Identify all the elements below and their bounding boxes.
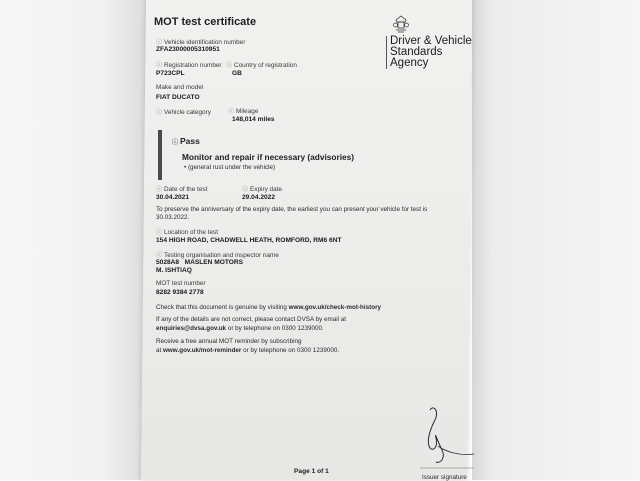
country-label — [226, 60, 297, 69]
expiry-date-value: 29.04.2022 — [242, 194, 276, 201]
info-icon: ⓘ — [156, 187, 163, 193]
test-result-text: Pass — [180, 136, 200, 146]
info-icon: ⓘ — [172, 140, 179, 146]
mileage-label-text: Mileage — [236, 108, 259, 115]
testing-organisation-value: 5028A8 MASLEN MOTORS — [156, 259, 244, 266]
vehicle-category-label-text: Vehicle category — [164, 109, 211, 116]
test-result — [172, 136, 200, 146]
test-date-value: 30.04.2021 — [156, 194, 190, 201]
royal-crest-icon — [392, 14, 410, 34]
check-genuine-notice — [156, 304, 381, 311]
preserve-note-line-1: To preserve the anniversary of the expiry date, the earliest you can present your vehicle for test is — [156, 206, 428, 213]
expiry-date-label-text: Expiry date — [250, 186, 282, 193]
reminder-phone: or by telephone on 0300 1239000. — [241, 347, 340, 354]
test-date-label-text: Date of the test — [164, 186, 208, 193]
make-model-value: FIAT DUCATO — [156, 94, 200, 101]
advisory-item: • (general rust under the vehicle) — [184, 164, 276, 171]
expiry-date-label — [242, 184, 282, 193]
registration-label — [156, 60, 222, 69]
check-mot-history-link[interactable]: www.gov.uk/check-mot-history — [288, 304, 382, 311]
mileage-label — [228, 106, 258, 115]
testing-organisation-label — [156, 250, 279, 259]
vin-value: ZFA23000005310951 — [156, 46, 220, 53]
reminder-prefix: at — [156, 347, 164, 354]
incorrect-details-contact — [156, 325, 324, 332]
testing-organisation-label-text: Testing organisation and inspector name — [164, 252, 279, 259]
test-location-value: 154 HIGH ROAD, CHADWELL HEATH, ROMFORD, RM6 6NT — [156, 237, 342, 244]
background-left — [0, 0, 146, 480]
incorrect-details-notice: If any of the details are not correct, please contact DVSA by email at — [156, 316, 347, 323]
mot-reminder-link[interactable]: www.gov.uk/mot-reminder — [163, 347, 242, 354]
info-icon: ⓘ — [226, 63, 233, 69]
info-icon: ⓘ — [156, 253, 163, 259]
certificate-sheet — [141, 0, 472, 480]
vin-label — [156, 37, 245, 46]
check-genuine-text: Check that this document is genuine by visiting — [156, 304, 289, 311]
issuer-signature-label: Issuer signature — [422, 474, 467, 481]
test-number-value: 8282 9384 2778 — [156, 289, 204, 296]
preserve-note-line-2: 30.03.2022. — [156, 214, 190, 221]
info-icon: ⓘ — [156, 230, 163, 236]
info-icon: ⓘ — [156, 40, 163, 46]
vehicle-category-label — [156, 107, 211, 116]
registration-value: P723CPL — [156, 70, 185, 77]
inspector-name: M. ISHTIAQ — [156, 267, 192, 274]
mileage-value: 148,014 miles — [232, 116, 275, 123]
test-date-label — [156, 184, 207, 193]
dvsa-line-3: Agency — [390, 57, 429, 69]
make-model-label: Make and model — [156, 84, 204, 91]
background-right — [472, 0, 640, 480]
registration-label-text: Registration number — [164, 62, 222, 69]
info-icon: ⓘ — [156, 110, 163, 116]
page-number: Page 1 of 1 — [294, 468, 329, 475]
certificate-title: MOT test certificate — [154, 16, 257, 28]
result-bar — [158, 130, 162, 180]
vin-label-text: Vehicle identification number — [164, 39, 246, 46]
info-icon: ⓘ — [242, 187, 249, 193]
country-value: GB — [232, 70, 242, 77]
test-number-label: MOT test number — [156, 280, 206, 287]
dvsa-line-2: Standards — [390, 46, 443, 58]
reminder-contact — [156, 347, 339, 354]
advisories-heading: Monitor and repair if necessary (advisories) — [182, 152, 354, 162]
incorrect-details-phone: or by telephone on 0300 1239000. — [226, 325, 324, 332]
reminder-notice: Receive a free annual MOT reminder by subscribing — [156, 338, 302, 345]
test-location-label — [156, 227, 218, 236]
certificate-content — [146, 0, 472, 480]
test-location-label-text: Location of the test — [164, 229, 219, 236]
dvsa-email-link[interactable]: enquiries@dvsa.gov.uk — [156, 325, 227, 332]
handwritten-signature — [416, 402, 476, 472]
dvsa-line-1: Driver & Vehicle — [390, 35, 472, 47]
info-icon: ⓘ — [228, 109, 235, 115]
country-label-text: Country of registration — [234, 62, 297, 69]
info-icon: ⓘ — [156, 63, 163, 69]
dvsa-logo-text — [386, 36, 472, 69]
